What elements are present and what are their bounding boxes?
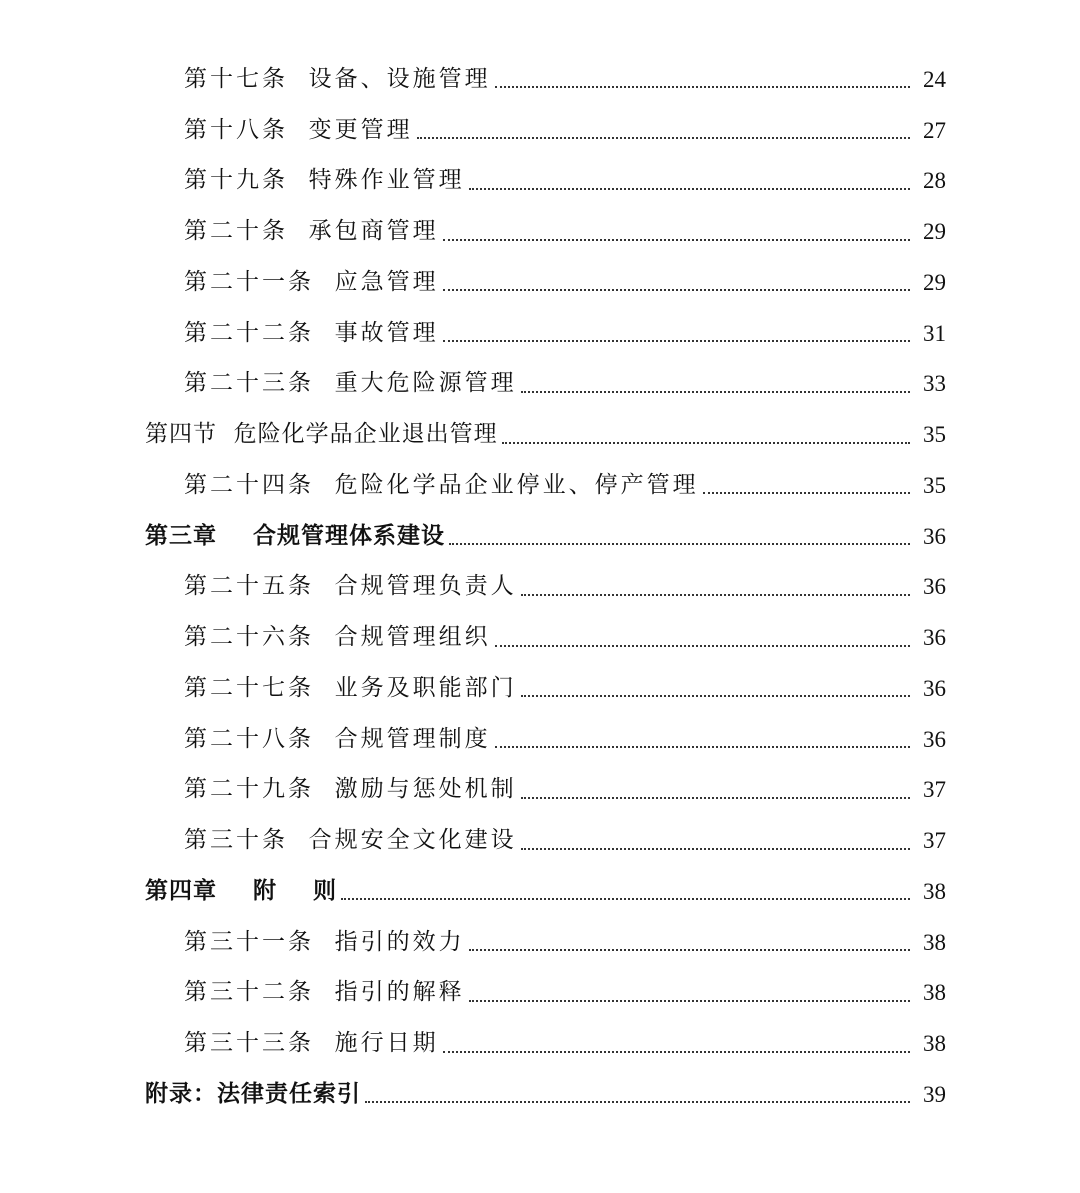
toc-entry-section-4[interactable] xyxy=(0,409,1080,460)
toc-entry-page-number: 39 xyxy=(923,1081,946,1107)
toc-entry-article-17[interactable] xyxy=(0,54,1080,105)
toc-entry-page-number: 38 xyxy=(923,980,946,1006)
toc-entry-page-number: 28 xyxy=(923,168,946,194)
dot-leader xyxy=(469,949,910,951)
dot-leader xyxy=(443,289,910,291)
dot-leader xyxy=(443,239,910,241)
toc-entry-title: 第二十六条 合规管理组织 xyxy=(184,624,491,651)
toc-entry-page-number: 24 xyxy=(923,66,946,92)
toc-entry-article-18[interactable] xyxy=(0,105,1080,156)
toc-entry-page-number: 36 xyxy=(923,726,946,752)
toc-entry-page-number: 36 xyxy=(923,574,946,600)
toc-entry-page-number: 33 xyxy=(923,371,946,397)
toc-entry-title: 第二十八条 合规管理制度 xyxy=(184,725,491,752)
toc-entry-chapter-3[interactable] xyxy=(0,511,1080,562)
toc-entry-article-20[interactable] xyxy=(0,206,1080,257)
toc-entry-page-number: 36 xyxy=(923,625,946,651)
toc-entry-article-27[interactable] xyxy=(0,663,1080,714)
dot-leader xyxy=(495,86,910,88)
toc-entry-title: 第二十五条 合规管理负责人 xyxy=(184,573,517,600)
table-of-contents xyxy=(0,54,1080,1120)
toc-entry-page-number: 38 xyxy=(923,1031,946,1057)
toc-entry-title: 第三十二条 指引的解释 xyxy=(184,979,465,1006)
toc-entry-page-number: 36 xyxy=(923,675,946,701)
toc-entry-title: 附录：法律责任索引 xyxy=(145,1080,361,1107)
toc-entry-chapter-4[interactable] xyxy=(0,866,1080,917)
toc-entry-article-31[interactable] xyxy=(0,917,1080,968)
dot-leader xyxy=(365,1101,910,1103)
toc-entry-article-21[interactable] xyxy=(0,257,1080,308)
toc-entry-page-number: 35 xyxy=(923,472,946,498)
toc-entry-page-number: 27 xyxy=(923,117,946,143)
toc-entry-page-number: 29 xyxy=(923,269,946,295)
toc-entry-article-32[interactable] xyxy=(0,968,1080,1019)
toc-entry-article-24[interactable] xyxy=(0,460,1080,511)
dot-leader xyxy=(521,391,910,393)
toc-entry-article-26[interactable] xyxy=(0,612,1080,663)
toc-entry-appendix[interactable] xyxy=(0,1069,1080,1120)
toc-entry-title: 第三十三条 施行日期 xyxy=(184,1030,439,1057)
toc-entry-title: 第二十四条 危险化学品企业停业、停产管理 xyxy=(184,471,699,498)
toc-entry-title: 第二十三条 重大危险源管理 xyxy=(184,370,517,397)
dot-leader xyxy=(521,695,910,697)
toc-entry-article-33[interactable] xyxy=(0,1018,1080,1069)
toc-entry-title: 第十九条 特殊作业管理 xyxy=(184,167,465,194)
toc-entry-title: 第十八条 变更管理 xyxy=(184,116,413,143)
toc-entry-article-28[interactable] xyxy=(0,714,1080,765)
dot-leader xyxy=(469,1000,910,1002)
toc-entry-article-19[interactable] xyxy=(0,156,1080,207)
toc-entry-title: 第二十九条 激励与惩处机制 xyxy=(184,776,517,803)
dot-leader xyxy=(417,137,910,139)
dot-leader xyxy=(703,492,910,494)
dot-leader xyxy=(521,594,910,596)
toc-entry-title: 第四节 危险化学品企业退出管理 xyxy=(145,421,498,448)
dot-leader xyxy=(521,797,910,799)
toc-entry-page-number: 31 xyxy=(923,320,946,346)
toc-entry-page-number: 38 xyxy=(923,878,946,904)
dot-leader xyxy=(341,898,910,900)
toc-entry-page-number: 37 xyxy=(923,828,946,854)
dot-leader xyxy=(449,543,910,545)
toc-entry-article-29[interactable] xyxy=(0,765,1080,816)
toc-entry-title: 第三十条 合规安全文化建设 xyxy=(184,827,517,854)
toc-entry-article-22[interactable] xyxy=(0,308,1080,359)
dot-leader xyxy=(495,746,910,748)
toc-entry-page-number: 36 xyxy=(923,523,946,549)
toc-entry-article-25[interactable] xyxy=(0,562,1080,613)
dot-leader xyxy=(443,340,910,342)
toc-entry-page-number: 35 xyxy=(923,422,946,448)
toc-entry-page-number: 29 xyxy=(923,219,946,245)
toc-entry-title: 第十七条 设备、设施管理 xyxy=(184,65,491,92)
dot-leader xyxy=(443,1051,910,1053)
toc-entry-page-number: 37 xyxy=(923,777,946,803)
dot-leader xyxy=(469,188,910,190)
toc-entry-title: 第三章 合规管理体系建设 xyxy=(145,522,446,549)
toc-entry-article-30[interactable] xyxy=(0,815,1080,866)
toc-entry-title: 第二十条 承包商管理 xyxy=(184,218,439,245)
toc-entry-title: 第四章 附 则 xyxy=(145,877,338,904)
toc-entry-page-number: 38 xyxy=(923,929,946,955)
toc-entry-title: 第二十七条 业务及职能部门 xyxy=(184,674,517,701)
toc-entry-title: 第二十一条 应急管理 xyxy=(184,268,439,295)
toc-entry-title: 第二十二条 事故管理 xyxy=(184,319,439,346)
dot-leader xyxy=(502,442,910,444)
toc-entry-title: 第三十一条 指引的效力 xyxy=(184,928,465,955)
dot-leader xyxy=(521,848,910,850)
toc-entry-article-23[interactable] xyxy=(0,359,1080,410)
dot-leader xyxy=(495,645,910,647)
